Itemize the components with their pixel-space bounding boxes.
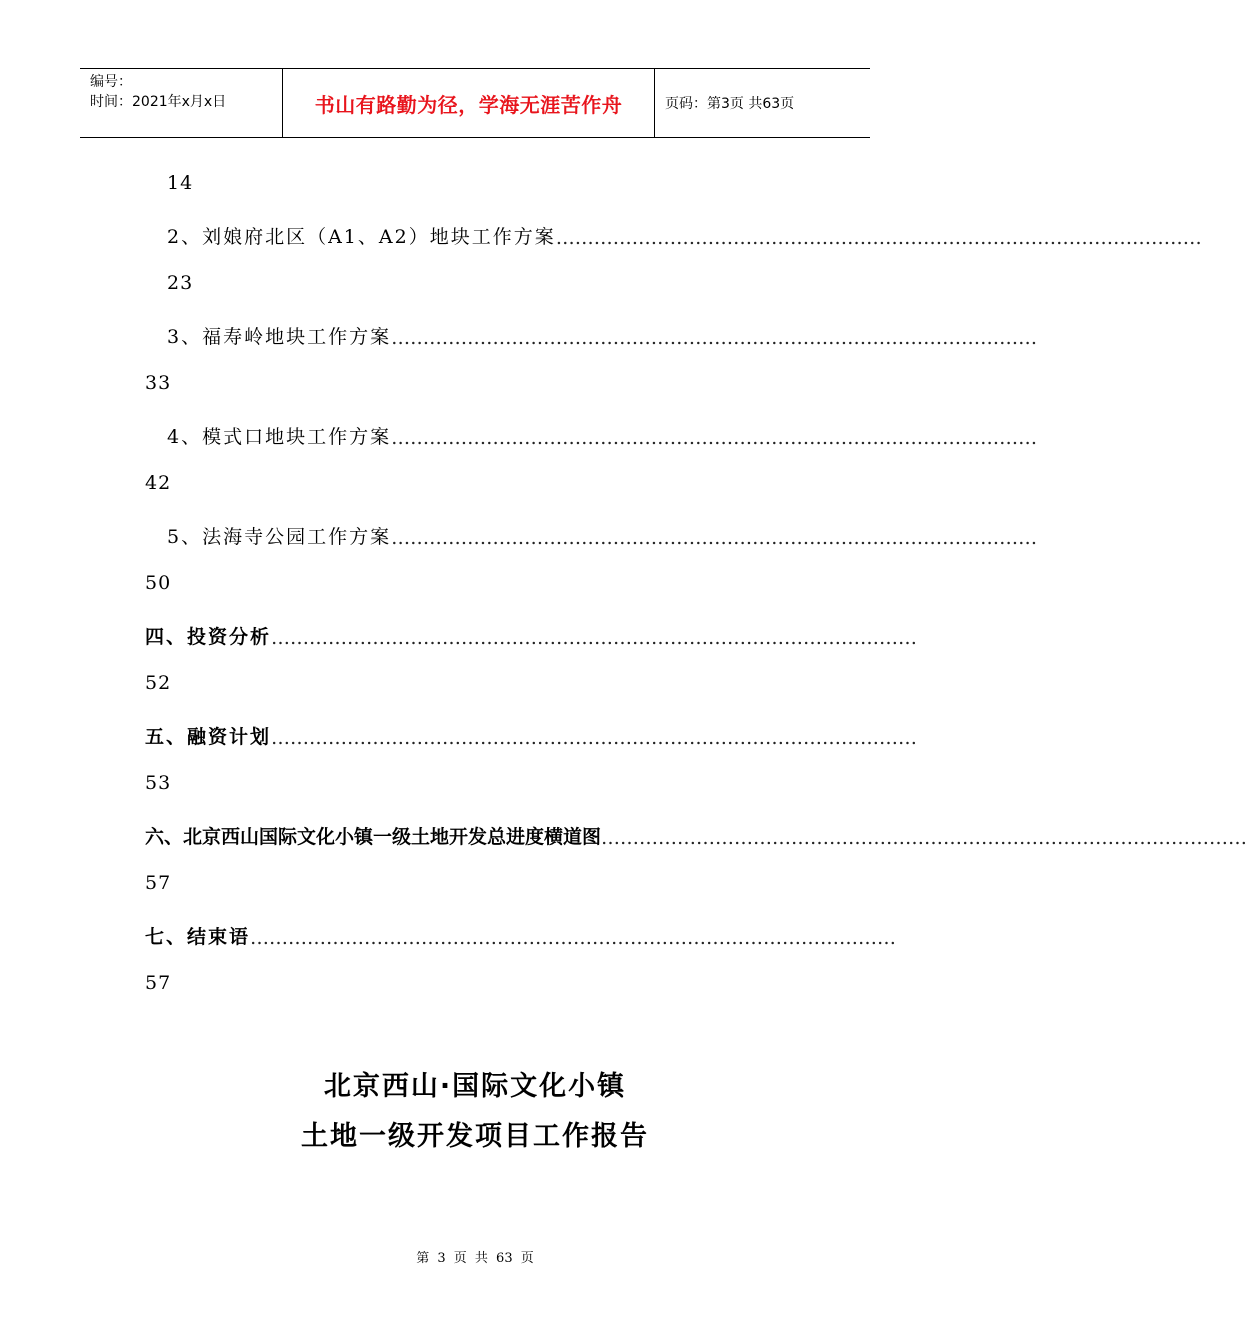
header-motto: 书山有路勤为径，学海无涯苦作舟 [314, 92, 623, 117]
toc-leader-dots: ………………………………………………………………………………………… [391, 527, 1038, 549]
page-footer: 第 3 页 共 63 页 [416, 1251, 534, 1266]
toc-page-number: 57 [145, 872, 172, 894]
toc-page-number: 23 [167, 272, 194, 294]
toc-entry[interactable] [145, 722, 918, 749]
toc-entry-label: 六、北京西山国际文化小镇一级土地开发总进度横道图 [145, 826, 602, 848]
toc-page-number: 57 [145, 972, 172, 994]
toc-leader-dots: ………………………………………………………………………………………… [391, 327, 1038, 349]
toc-entry[interactable] [167, 522, 1038, 549]
header-page-info: 页码：第3页 共63页 [665, 96, 795, 112]
toc-page-number: 52 [145, 672, 172, 694]
toc-page-number: 53 [145, 772, 172, 794]
toc-leader-dots: ………………………………………………………………………………………… [555, 227, 1202, 249]
toc-entry[interactable] [145, 822, 1247, 849]
toc-entry[interactable] [167, 222, 1202, 249]
toc-entry-label: 四、投资分析 [145, 626, 272, 648]
toc-entry[interactable] [145, 622, 918, 649]
toc-entry-label: 4、模式口地块工作方案 [167, 426, 392, 448]
toc-page-number: 50 [145, 572, 172, 594]
toc-leader-dots: ………………………………………………………………………………………… [271, 727, 918, 749]
toc-page-number: 42 [145, 472, 172, 494]
header-number-label: 编号： [90, 74, 132, 90]
toc-entry-label: 2、刘娘府北区（A1、A2）地块工作方案 [167, 226, 556, 248]
toc-leader-dots: ………………………………………………………………………………………… [271, 627, 918, 649]
toc-entry-label: 3、福寿岭地块工作方案 [167, 326, 392, 348]
toc-entry[interactable] [145, 922, 897, 949]
toc-entry-label: 5、法海寺公园工作方案 [167, 526, 392, 548]
document-title-line2: 土地一级开发项目工作报告 [301, 1121, 649, 1152]
toc-page-number: 14 [167, 172, 194, 194]
header-time-label: 时间：2021年x月x日 [90, 94, 227, 110]
toc-leader-dots: ………………………………………………………………………………………… [391, 427, 1038, 449]
toc-leader-dots: ………………………………………………………………………………………… [601, 827, 1247, 849]
toc-entry[interactable] [167, 322, 1038, 349]
toc-page-number: 33 [145, 372, 172, 394]
toc-leader-dots: ………………………………………………………………………………………… [250, 927, 897, 949]
toc-entry-label: 七、结束语 [145, 926, 251, 948]
toc-entry-label: 五、融资计划 [145, 726, 272, 748]
document-title-line1: 北京西山·国际文化小镇 [323, 1071, 627, 1102]
toc-entry[interactable] [167, 422, 1038, 449]
